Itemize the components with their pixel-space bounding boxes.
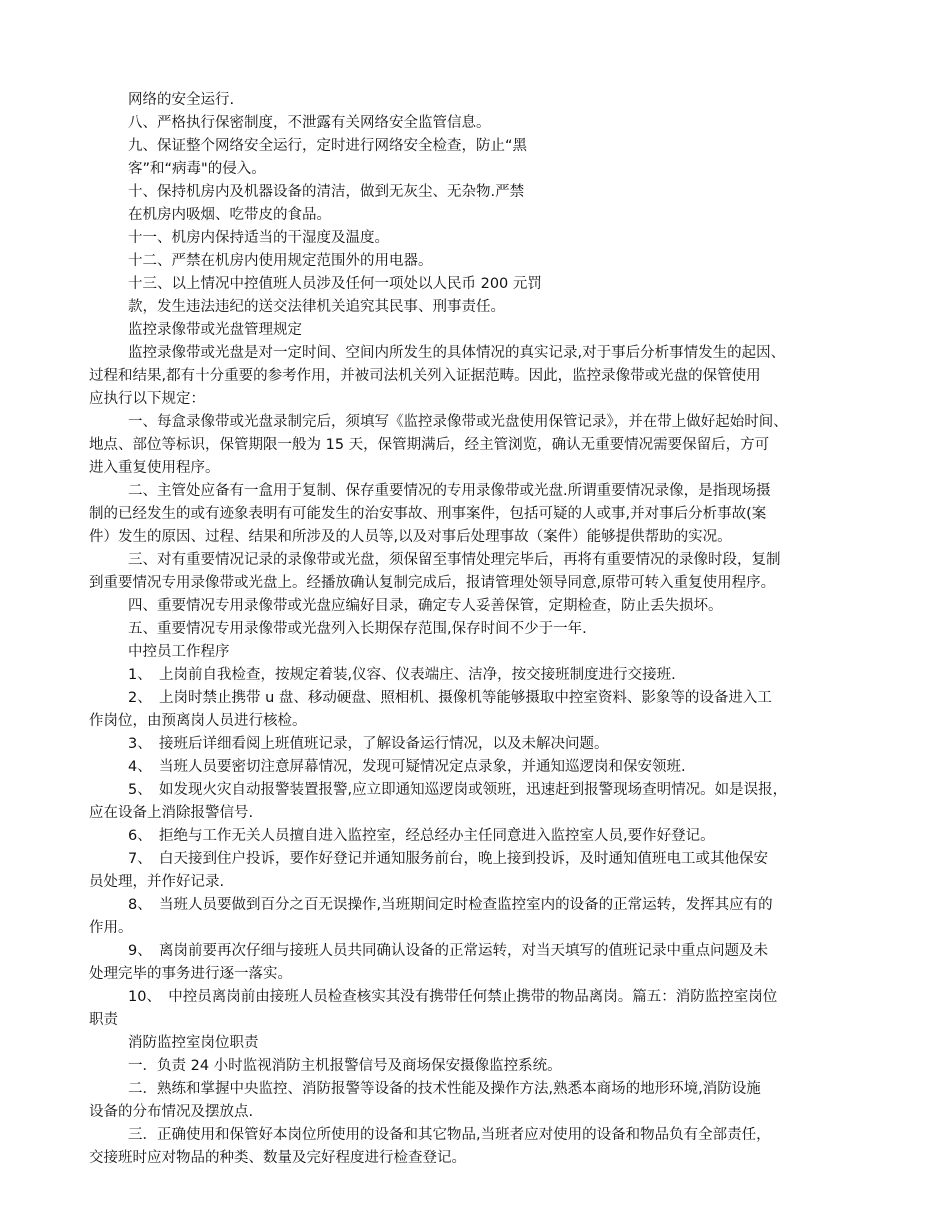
- section-heading: 消防监控室岗位职责: [128, 1035, 259, 1051]
- text-line: 五、重要情况专用录像带或光盘列入长期保存范围,保存时间不少于一年.: [128, 621, 587, 637]
- text-line: 过程和结果,都有十分重要的参考作用，并被司法机关列入证据范畴。因此，监控录像带或光盘的保管使用: [89, 368, 761, 384]
- text-line: 十二、严禁在机房内使用规定范围外的用电器。: [128, 253, 433, 269]
- text-line: 处理完毕的事务进行逐一落实。: [89, 966, 292, 982]
- text-line: 6、 拒绝与工作无关人员擅自进入监控室，经总经办主任同意进入监控室人员,要作好登记。: [128, 828, 715, 844]
- text-line: 4、 当班人员要密切注意屏幕情况，发现可疑情况定点录象，并通知巡逻岗和保安领班.: [128, 759, 686, 775]
- text-line: 三．正确使用和保管好本岗位所使用的设备和其它物品,当班者应对使用的设备和物品负有全部责任，: [128, 1127, 771, 1143]
- text-line: 客”和“病毒"的侵入。: [128, 161, 266, 177]
- text-line: 十、保持机房内及机器设备的清洁，做到无灰尘、无杂物.严禁: [128, 184, 525, 200]
- text-line: 件）发生的原因、过程、结果和所涉及的人员等,以及对事后处理事故（案件）能够提供帮助的实况。: [89, 529, 732, 545]
- text-line: 作岗位，由预离岗人员进行核检。: [89, 713, 307, 729]
- text-line: 制的已经发生的或有迹象表明有可能发生的治安事故、刑事案件，包括可疑的人或事,并对事后分析事故(案: [89, 506, 767, 522]
- section-heading: 中控员工作程序: [128, 644, 230, 660]
- text-line: 交接班时应对物品的种类、数量及完好程度进行检查登记。: [89, 1150, 466, 1166]
- text-line: 1、 上岗前自我检查，按规定着装,仪容、仪表端庄、洁净，按交接班制度进行交接班.: [128, 667, 676, 683]
- text-line: 应在设备上消除报警信号.: [89, 805, 254, 821]
- text-line: 进入重复使用程序。: [89, 460, 220, 476]
- text-line: 十三、以上情况中控值班人员涉及任何一项处以人民币 200 元罚: [128, 276, 542, 292]
- text-line: 地点、部位等标识，保管期限一般为 15 天，保管期满后，经主管浏览，确认无重要情况需要保留后，方可: [89, 437, 770, 453]
- text-line: 十一、机房内保持适当的干湿度及温度。: [128, 230, 389, 246]
- text-line: 款，发生违法违纪的送交法律机关追究其民事、刑事责任。: [128, 299, 505, 315]
- text-line: 八、严格执行保密制度，不泄露有关网络安全监管信息。: [128, 115, 491, 131]
- text-line: 九、保证整个网络安全运行，定时进行网络安全检查，防止“黑: [128, 138, 528, 154]
- text-line: 职责: [89, 1012, 118, 1028]
- text-line: 四、重要情况专用录像带或光盘应编好目录，确定专人妥善保管，定期检查，防止丢失损坏。: [128, 598, 723, 614]
- text-line: 10、 中控员离岗前由接班人员检查核实其没有携带任何禁止携带的物品离岗。篇五：消防监控室岗位: [128, 989, 778, 1005]
- text-line: 三、对有重要情况记录的录像带或光盘，须保留至事情处理完毕后，再将有重要情况的录像时段，复制: [128, 552, 781, 568]
- text-line: 二．熟练和掌握中央监控、消防报警等设备的技术性能及操作方法,熟悉本商场的地形环境,消防设施: [128, 1081, 761, 1097]
- text-line: 3、 接班后详细看阅上班值班记录，了解设备运行情况，以及未解决问题。: [128, 736, 609, 752]
- text-line: 9、 离岗前要再次仔细与接班人员共同确认设备的正常运转，对当天填写的值班记录中重点问题及未: [128, 943, 768, 959]
- text-line: 二、主管处应备有一盒用于复制、保存重要情况的专用录像带或光盘.所谓重要情况录像，是指现场摄: [128, 483, 771, 499]
- text-line: 8、 当班人员要做到百分之百无误操作,当班期间定时检查监控室内的设备的正常运转，发挥其应有的: [128, 897, 773, 913]
- text-line: 一、每盒录像带或光盘录制完后，须填写《监控录像带或光盘使用保管记录》，并在带上做好起始时间、: [128, 414, 788, 430]
- text-line: 网络的安全运行.: [128, 92, 235, 108]
- text-line: 2、 上岗时禁止携带 u 盘、移动硬盘、照相机、摄像机等能够摄取中控室资料、影象等的设备进入工: [128, 690, 772, 706]
- text-line: 7、 白天接到住户投诉，要作好登记并通知服务前台，晚上接到投诉，及时通知值班电工或其他保安: [128, 851, 768, 867]
- text-line: 一．负责 24 小时监视消防主机报警信号及商场保安摄像监控系统。: [128, 1058, 562, 1074]
- section-heading: 监控录像带或光盘管理规定: [128, 322, 302, 338]
- text-line: 员处理，并作好记录.: [89, 874, 225, 890]
- text-line: 到重要情况专用录像带或光盘上。经播放确认复制完成后，报请管理处领导同意,原带可转入重复使用程序。: [89, 575, 776, 591]
- text-line: 作用。: [89, 920, 133, 936]
- text-line: 在机房内吸烟、吃带皮的食品。: [128, 207, 331, 223]
- text-line: 应执行以下规定：: [89, 391, 205, 407]
- text-line: 监控录像带或光盘是对一定时间、空间内所发生的具体情况的真实记录,对于事后分析事情发生的起因、: [128, 345, 786, 361]
- text-line: 5、 如发现火灾自动报警装置报警,应立即通知巡逻岗或领班，迅速赶到报警现场查明情况。如是误报，: [128, 782, 788, 798]
- text-line: 设备的分布情况及摆放点.: [89, 1104, 254, 1120]
